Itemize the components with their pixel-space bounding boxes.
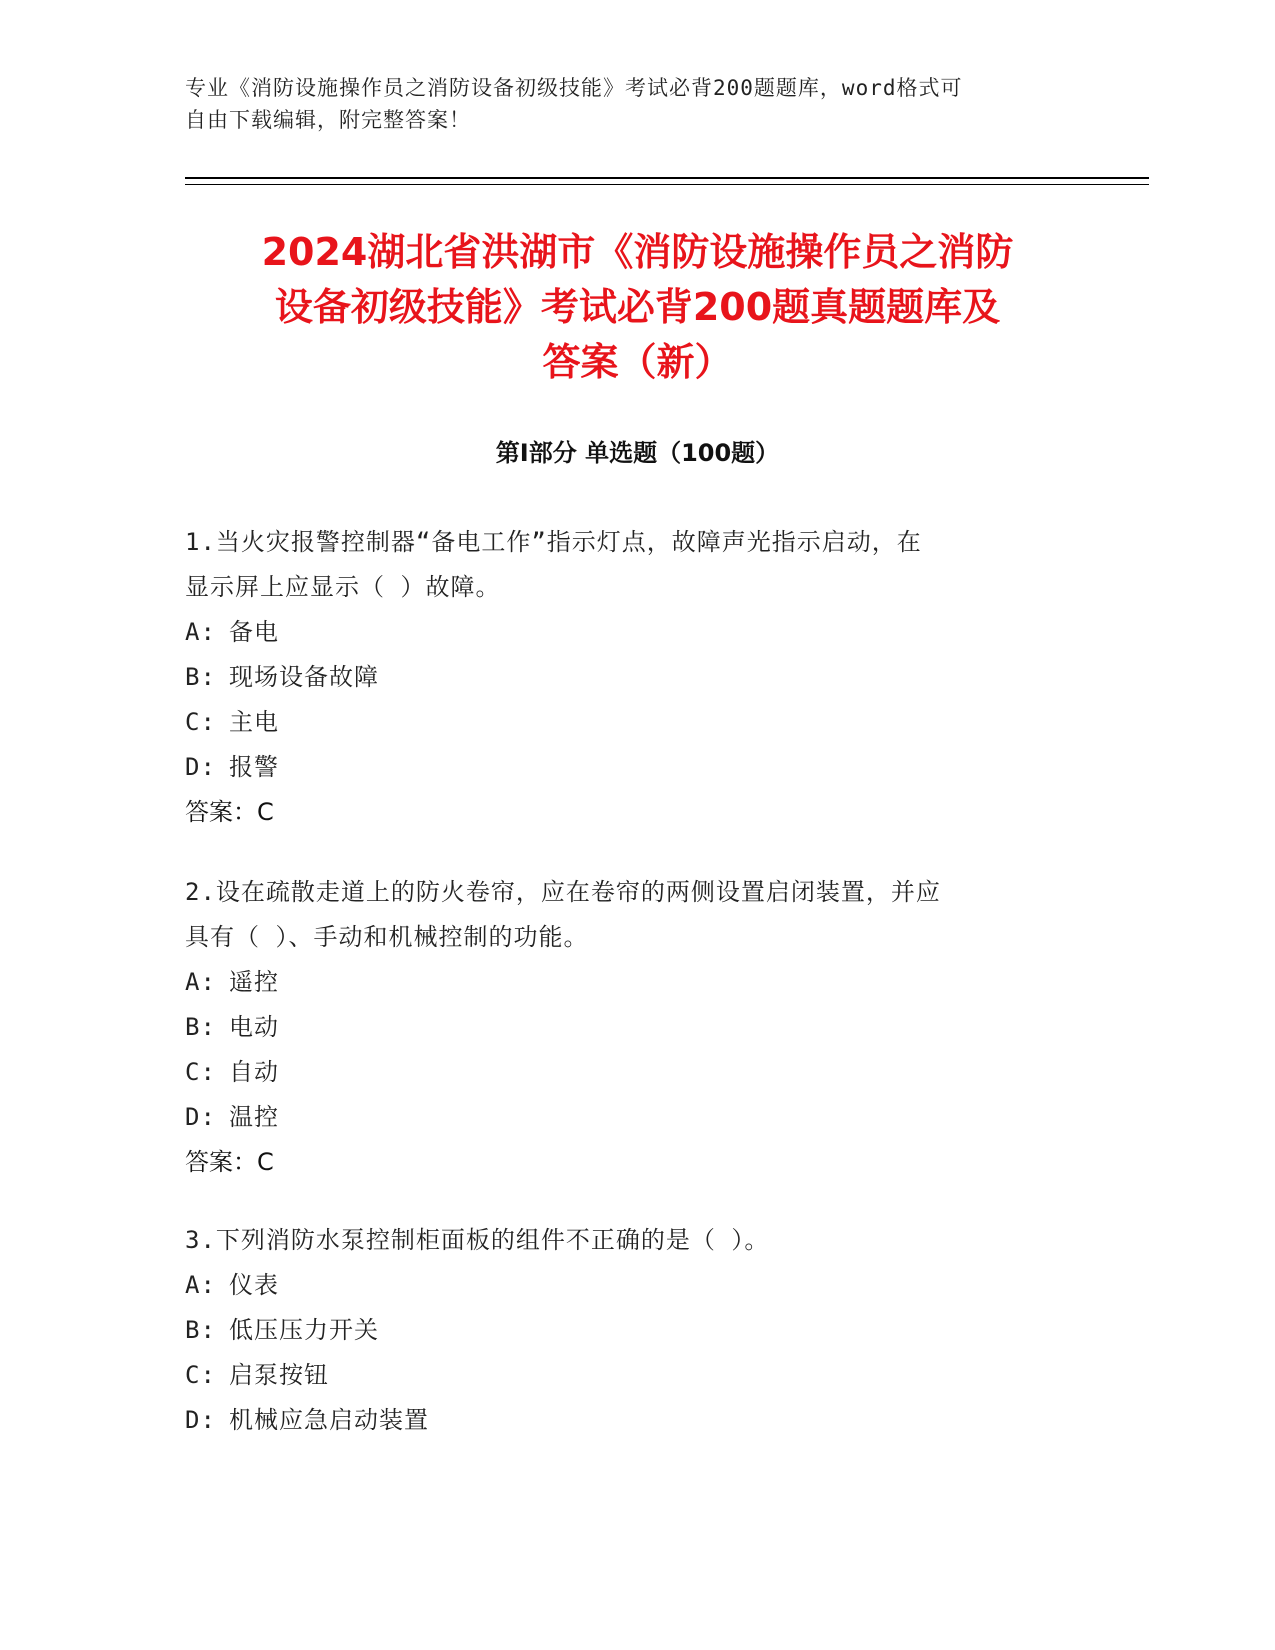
option-a (185, 960, 1085, 1005)
option-a (185, 1263, 1085, 1308)
option-key: B: (185, 663, 216, 691)
option-text: 自动 (229, 1058, 279, 1086)
question-stem-line: 具有（ ）、手动和机械控制的功能。 (185, 923, 589, 951)
section-heading: 第I部分 单选题（100题） (495, 439, 780, 467)
answer-line: 答案：C (185, 1148, 274, 1176)
option-b (185, 655, 1085, 700)
option-text: 温控 (229, 1103, 279, 1131)
option-a (185, 610, 1085, 655)
question-stem-line: 3.下列消防水泵控制柜面板的组件不正确的是（ ）。 (185, 1226, 770, 1254)
option-key: D: (185, 1103, 216, 1131)
document-title-line-1: 2024湖北省洪湖市《消防设施操作员之消防 (261, 230, 1014, 274)
option-text: 主电 (229, 708, 279, 736)
option-text: 启泵按钮 (229, 1361, 329, 1389)
option-key: A: (185, 618, 216, 646)
option-c (185, 1353, 1085, 1398)
option-c (185, 700, 1085, 745)
option-text: 报警 (229, 753, 279, 781)
header-divider-thin (185, 184, 1149, 185)
header-note-line-1: 专业《消防设施操作员之消防设备初级技能》考试必背200题题库，word格式可 (185, 76, 963, 100)
document-title (150, 225, 1125, 390)
question-3 (185, 1218, 1085, 1443)
question-stem-line: 显示屏上应显示（ ）故障。 (185, 573, 501, 601)
option-text: 现场设备故障 (229, 663, 379, 691)
header-note (185, 72, 1085, 136)
header-note-line-2: 自由下载编辑，附完整答案！ (185, 108, 471, 132)
option-key: C: (185, 1361, 216, 1389)
option-key: B: (185, 1013, 216, 1041)
option-text: 低压压力开关 (229, 1316, 379, 1344)
question-stem (185, 870, 1085, 960)
question-stem-line: 2.设在疏散走道上的防火卷帘，应在卷帘的两侧设置启闭装置，并应 (185, 878, 941, 906)
option-key: C: (185, 1058, 216, 1086)
option-key: B: (185, 1316, 216, 1344)
question-stem (185, 520, 1085, 610)
question-stem (185, 1218, 1085, 1263)
option-text: 仪表 (229, 1271, 279, 1299)
option-d (185, 1398, 1085, 1443)
header-divider-thick (185, 177, 1149, 179)
question-stem-line: 1.当火灾报警控制器“备电工作”指示灯点，故障声光指示启动，在 (185, 528, 922, 556)
option-c (185, 1050, 1085, 1095)
option-b (185, 1005, 1085, 1050)
option-text: 备电 (229, 618, 279, 646)
option-b (185, 1308, 1085, 1353)
document-title-line-3: 答案（新） (542, 340, 733, 384)
question-2 (185, 870, 1085, 1185)
option-d (185, 745, 1085, 790)
option-text: 遥控 (229, 968, 279, 996)
option-key: D: (185, 1406, 216, 1434)
option-key: A: (185, 1271, 216, 1299)
option-key: C: (185, 708, 216, 736)
option-key: A: (185, 968, 216, 996)
question-1 (185, 520, 1085, 835)
document-title-line-2: 设备初级技能》考试必背200题真题题库及 (274, 285, 1001, 329)
answer-line: 答案：C (185, 798, 274, 826)
option-text: 电动 (229, 1013, 279, 1041)
option-d (185, 1095, 1085, 1140)
option-key: D: (185, 753, 216, 781)
option-text: 机械应急启动装置 (229, 1406, 429, 1434)
